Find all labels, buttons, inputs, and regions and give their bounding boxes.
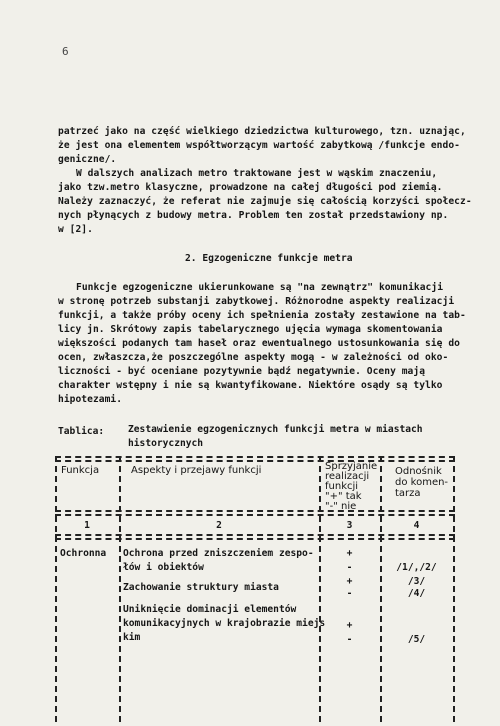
column-number: 3 <box>346 520 353 531</box>
reference-cell: /5/ <box>407 634 426 645</box>
aspect-line: Zachowanie struktury miasta <box>123 582 279 593</box>
text-line: w stronę potrzeb substanji zabytkowej. Różnorodne aspekty realizacji <box>58 296 455 307</box>
table-caption-text: historycznych <box>128 438 204 449</box>
text-line: ocen, zwłaszcza,że poszczególne aspekty mogą - w zależności od oko- <box>58 352 449 363</box>
text-line: jako tzw.metro klasyczne, prowadzone na całej długości pod ziemią. <box>58 182 443 193</box>
text-line: geniczne/. <box>58 154 117 165</box>
table-caption-label: Tablica: <box>58 426 105 437</box>
text-line: licy jn. Skrótowy zapis tabelarycznego ujęcia wymaga skomentowania <box>58 324 443 335</box>
reference-cell: /1/,/2/ <box>396 562 437 573</box>
reference-cell: /4/ <box>407 588 426 599</box>
text-line: Funkcje egzogeniczne ukierunkowane są "na zewnątrz" komunikacji <box>76 282 444 293</box>
text-line: liczności - być oceniane pozytywnie bądź negatywnie. Oceny mają <box>58 366 426 377</box>
column-number: 1 <box>84 520 90 531</box>
sign-cell: + <box>346 548 353 559</box>
text-line: że jest ona elementem współtworzącym wartość zabytkową /funkcje endo- <box>58 140 460 151</box>
table-caption-text: Zestawienie egzogenicznych funkcji metra w miastach <box>128 424 423 435</box>
table-rule <box>55 460 455 462</box>
table-rule <box>55 456 57 722</box>
column-number: 4 <box>413 520 420 531</box>
text-line: większości podanych tam haseł oraz ewentualnego ustosunkowania się do <box>58 338 460 349</box>
column-header-function: Funkcja <box>61 465 100 476</box>
text-line: funkcji, a także próby oceny ich spełnienia zostały zestawione na tab- <box>58 310 466 321</box>
aspect-line: komunikacyjnych w krajobrazie miejs <box>123 618 326 629</box>
sign-cell: - <box>346 588 353 599</box>
table-rule <box>55 534 455 536</box>
table-rule <box>453 456 455 722</box>
column-header-reference: Odnośnik do komen- tarza <box>395 466 449 499</box>
text-line: nych płynących z budowy metra. Problem ten został przedstawiony np. <box>58 210 449 221</box>
column-header-aspects: Aspekty i przejawy funkcji <box>131 465 262 476</box>
text-line: charakter wstępny i nie są kwantyfikowane. Niektóre osądy są tylko <box>58 380 443 391</box>
sign-cell: + <box>346 576 353 587</box>
sign-cell: - <box>346 562 353 573</box>
text-line: Należy zaznaczyć, że referat nie zajmuje się całością korzyści społecz- <box>58 196 472 207</box>
text-line: hipotezami. <box>58 394 123 405</box>
text-line: patrzeć jako na część wielkiego dziedzictwa kulturowego, tzn. uznając, <box>58 126 466 137</box>
aspect-line: Ochrona przed zniszczeniem zespo- <box>123 548 314 559</box>
sign-cell: + <box>346 620 353 631</box>
aspect-line: Uniknięcie dominacji elementów <box>123 604 297 615</box>
column-number: 2 <box>216 520 222 531</box>
table-rule <box>55 514 455 516</box>
aspect-line: kim <box>123 632 141 643</box>
table-rule <box>55 538 455 540</box>
column-header-favouring: Sprzyjanie realizacji funkcji "+" tak "-" nie <box>325 461 378 512</box>
table-rule <box>55 456 455 458</box>
function-cell: Ochronna <box>60 548 107 559</box>
reference-cell: /3/ <box>407 576 426 587</box>
table-rule <box>55 510 455 512</box>
aspect-line: łów i obiektów <box>123 562 204 573</box>
table-rule <box>119 456 121 722</box>
functions-table <box>55 452 457 724</box>
page-number: 6 <box>62 45 69 58</box>
text-line: W dalszych analizach metro traktowane jest w wąskim znaczeniu, <box>76 168 438 179</box>
text-line: w [2]. <box>58 224 93 235</box>
section-heading: 2. Egzogeniczne funkcje metra <box>185 253 353 264</box>
sign-cell: - <box>346 634 353 645</box>
